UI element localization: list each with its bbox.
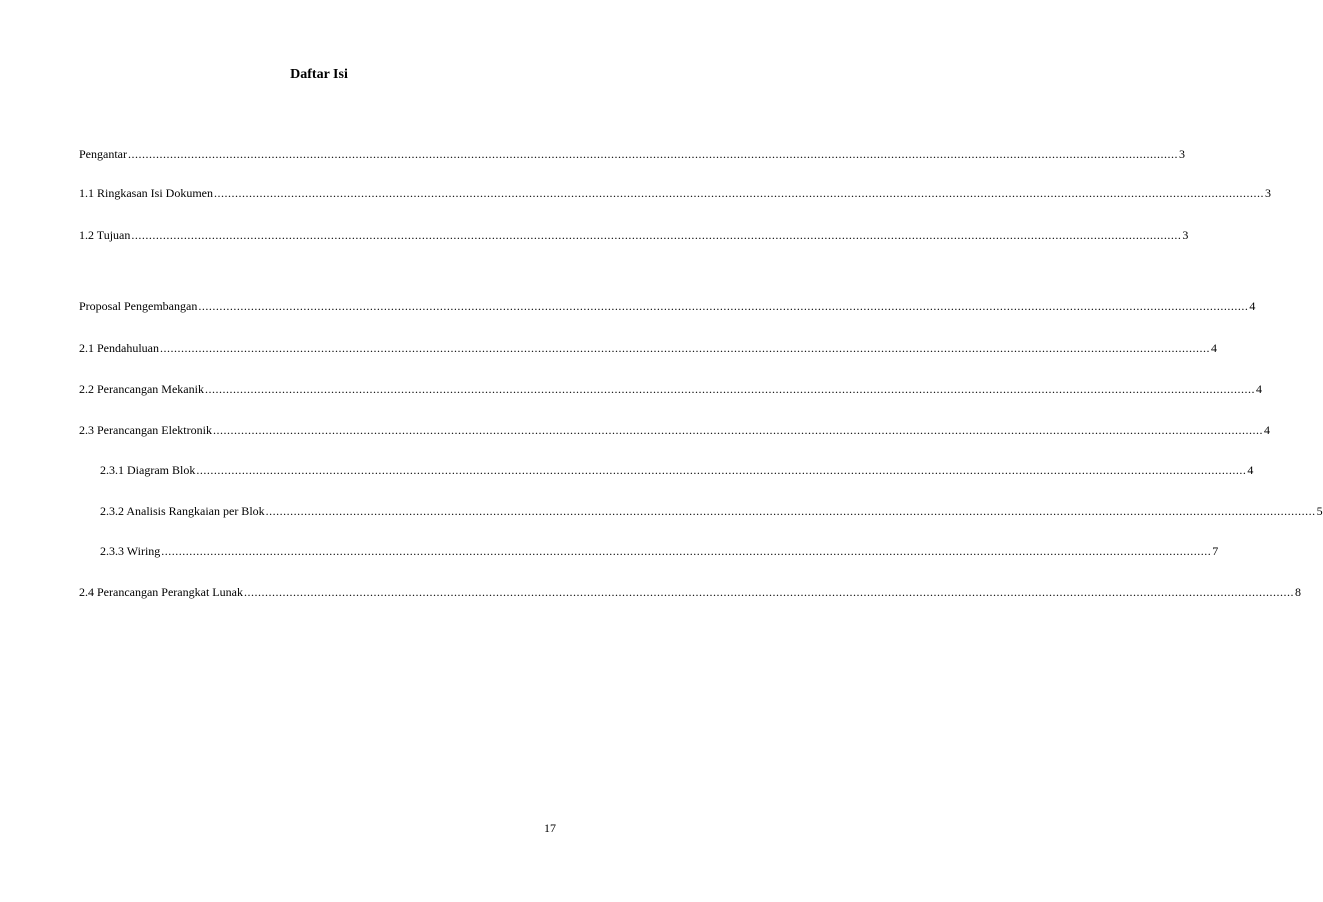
toc-entry-tujuan[interactable]: [79, 227, 1189, 243]
dot-leader: ............................................................................................................................................................................................................................................................................................................: [204, 382, 1255, 396]
page-number: 17: [544, 821, 556, 835]
toc-entry-page: 3: [1182, 228, 1189, 242]
toc-entry-label: Pengantar: [79, 147, 127, 161]
toc-entry-diagram-blok[interactable]: [100, 462, 1254, 478]
dot-leader: ............................................................................................................................................................................................................................................................................................................: [161, 544, 1212, 558]
dot-leader: ............................................................................................................................................................................................................................................................................................................: [196, 463, 1247, 477]
dot-leader: ............................................................................................................................................................................................................................................................................................................: [198, 299, 1249, 313]
toc-entry-page: 4: [1247, 463, 1254, 477]
toc-entry-page: 5: [1316, 504, 1323, 518]
toc-entry-label: 2.4 Perancangan Perangkat Lunak: [79, 585, 243, 599]
toc-entry-page: 4: [1263, 423, 1270, 437]
toc-entry-label: 2.3 Perancangan Elektronik: [79, 423, 212, 437]
toc-entry-label: 1.1 Ringkasan Isi Dokumen: [79, 186, 213, 200]
dot-leader: ............................................................................................................................................................................................................................................................................................................: [160, 341, 1210, 355]
toc-entry-proposal[interactable]: [79, 298, 1256, 314]
dot-leader: ............................................................................................................................................................................................................................................................................................................: [212, 423, 1263, 437]
toc-entry-label: 1.2 Tujuan: [79, 228, 131, 242]
toc-entry-label: 2.3.2 Analisis Rangkaian per Blok: [100, 504, 265, 518]
dot-leader: ............................................................................................................................................................................................................................................................................................................: [127, 147, 1178, 161]
toc-entry-page: 7: [1212, 544, 1219, 558]
dot-leader: ............................................................................................................................................................................................................................................................................................................: [265, 504, 1316, 518]
toc-entry-ringkasan[interactable]: [79, 185, 1271, 201]
dot-leader: ............................................................................................................................................................................................................................................................................................................: [131, 228, 1182, 242]
toc-entry-page: 4: [1211, 341, 1217, 355]
toc-entry-pengantar[interactable]: [79, 146, 1185, 162]
toc-entry-page: 4: [1249, 299, 1256, 313]
toc-entry-wiring[interactable]: [100, 543, 1219, 559]
toc-entry-label: 2.3.1 Diagram Blok: [100, 463, 196, 477]
page-title: Daftar Isi: [290, 67, 348, 82]
toc-entry-elektronik[interactable]: [79, 422, 1270, 438]
toc-entry-perangkat-lunak[interactable]: [79, 584, 1301, 600]
toc-entry-page: 4: [1255, 382, 1262, 396]
toc-entry-mekanik[interactable]: [79, 381, 1262, 397]
toc-entry-pendahuluan[interactable]: [79, 340, 1217, 356]
toc-entry-label: 2.3.3 Wiring: [100, 544, 161, 558]
toc-entry-label: 2.2 Perancangan Mekanik: [79, 382, 204, 396]
dot-leader: ............................................................................................................................................................................................................................................................................................................: [243, 585, 1294, 599]
toc-entry-page: 3: [1265, 186, 1271, 200]
toc-entry-page: 8: [1294, 585, 1301, 599]
toc-entry-label: Proposal Pengembangan: [79, 299, 198, 313]
toc-entry-analisis[interactable]: [100, 503, 1323, 519]
dot-leader: ............................................................................................................................................................................................................................................................................................................: [214, 186, 1264, 200]
toc-entry-page: 3: [1178, 147, 1185, 161]
toc-entry-label: 2.1 Pendahuluan: [79, 341, 159, 355]
